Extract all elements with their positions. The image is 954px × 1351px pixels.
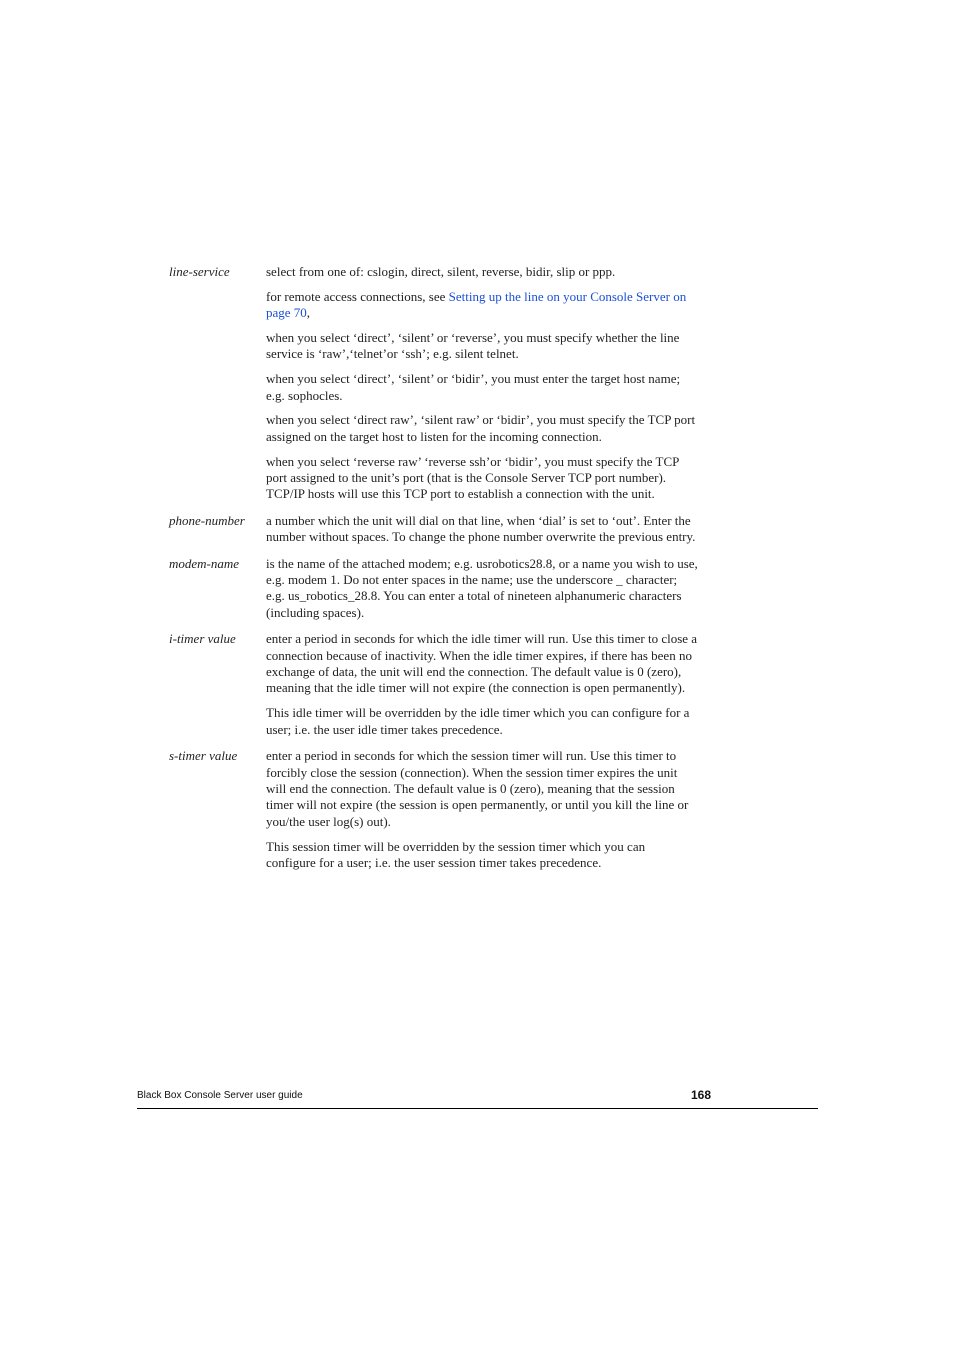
- cross-reference-link[interactable]: Setting up the line on your Console Server on page 70: [266, 288, 687, 321]
- paragraph: when you select ‘direct raw’, ‘silent raw’ or ‘bidir’, you must specify the TCP port assigned on the target host to listen for the incoming connection.: [266, 412, 696, 444]
- paragraph: when you select ‘direct’, ‘silent’ or ‘reverse’, you must specify whether the line service is ‘raw’,‘telnet’or ‘ssh’; e.g. silent telnet.: [266, 330, 680, 362]
- paragraph: select from one of: cslogin, direct, silent, reverse, bidir, slip or ppp.: [266, 264, 616, 279]
- definition-phone-number: [0, 513, 954, 546]
- paragraph: enter a period in seconds for which the session timer will run. Use this timer to forcibly close the session (connection). When the session timer expires the unit will end the connection. The default value is 0 (zero), meaning that the session timer will not expire (the session is open permanently, or until you kill the line or you/the user log(s) out).: [266, 748, 689, 829]
- definition-modem-name: [0, 556, 954, 622]
- description-modem-name: [266, 556, 698, 622]
- description-s-timer-value: [266, 748, 698, 871]
- page-number: 168: [691, 1088, 712, 1102]
- paragraph-with-link: [266, 289, 698, 322]
- term-line-service: line-service: [169, 264, 230, 279]
- term-s-timer-value: s-timer value: [169, 748, 238, 764]
- paragraph-text: ,: [306, 305, 311, 321]
- paragraph: when you select ‘direct’, ‘silent’ or ‘bidir’, you must enter the target host name; e.g. sophocles.: [266, 371, 681, 403]
- description-i-timer-value: [266, 631, 698, 738]
- paragraph: This session timer will be overridden by the session timer which you can configure for a user; i.e. the user session timer takes precedence.: [266, 838, 646, 870]
- definition-s-timer-value: [0, 748, 954, 871]
- paragraph: a number which the unit will dial on that line, when ‘dial’ is set to ‘out’. Enter the number without spaces. To change the phone number overwrite the previous entry.: [266, 512, 696, 545]
- footer-document-title: Black Box Console Server user guide: [137, 1090, 303, 1101]
- definition-line-service: [0, 264, 954, 503]
- term-i-timer-value: i-timer value: [169, 631, 236, 647]
- definition-i-timer-value: [0, 631, 954, 738]
- paragraph-text: for remote access connections, see: [266, 288, 449, 304]
- definition-list: [0, 264, 954, 880]
- paragraph: enter a period in seconds for which the idle timer will run. Use this timer to close a connection because of inactivity. When the idle timer expires, if there has been no exchange of data, the unit will end the connection. The default value is 0 (zero), meaning that the idle timer will not expire (the connection is open permanently).: [266, 631, 698, 696]
- paragraph: is the name of the attached modem; e.g. usrobotics28.8, or a name you wish to use, e.g. modem 1. Do not enter spaces in the name; use the underscore _ character; e.g. us_robotics_28.8. You can enter a total of nineteen alphanumeric characters (including spaces).: [266, 555, 698, 620]
- page-footer: [137, 1086, 818, 1109]
- description-line-service: [266, 264, 698, 503]
- paragraph: when you select ‘reverse raw’ ‘reverse ssh’or ‘bidir’, you must specify the TCP port assigned to the unit’s port (that is the Console Server TCP port number). TCP/IP hosts will use this TCP port to establish a connection with the unit.: [266, 453, 679, 502]
- term-phone-number: phone-number: [169, 512, 245, 528]
- term-modem-name: modem-name: [169, 555, 240, 571]
- paragraph: This idle timer will be overridden by the idle timer which you can configure for a user; i.e. the user idle timer takes precedence.: [266, 705, 690, 737]
- description-phone-number: [266, 513, 698, 546]
